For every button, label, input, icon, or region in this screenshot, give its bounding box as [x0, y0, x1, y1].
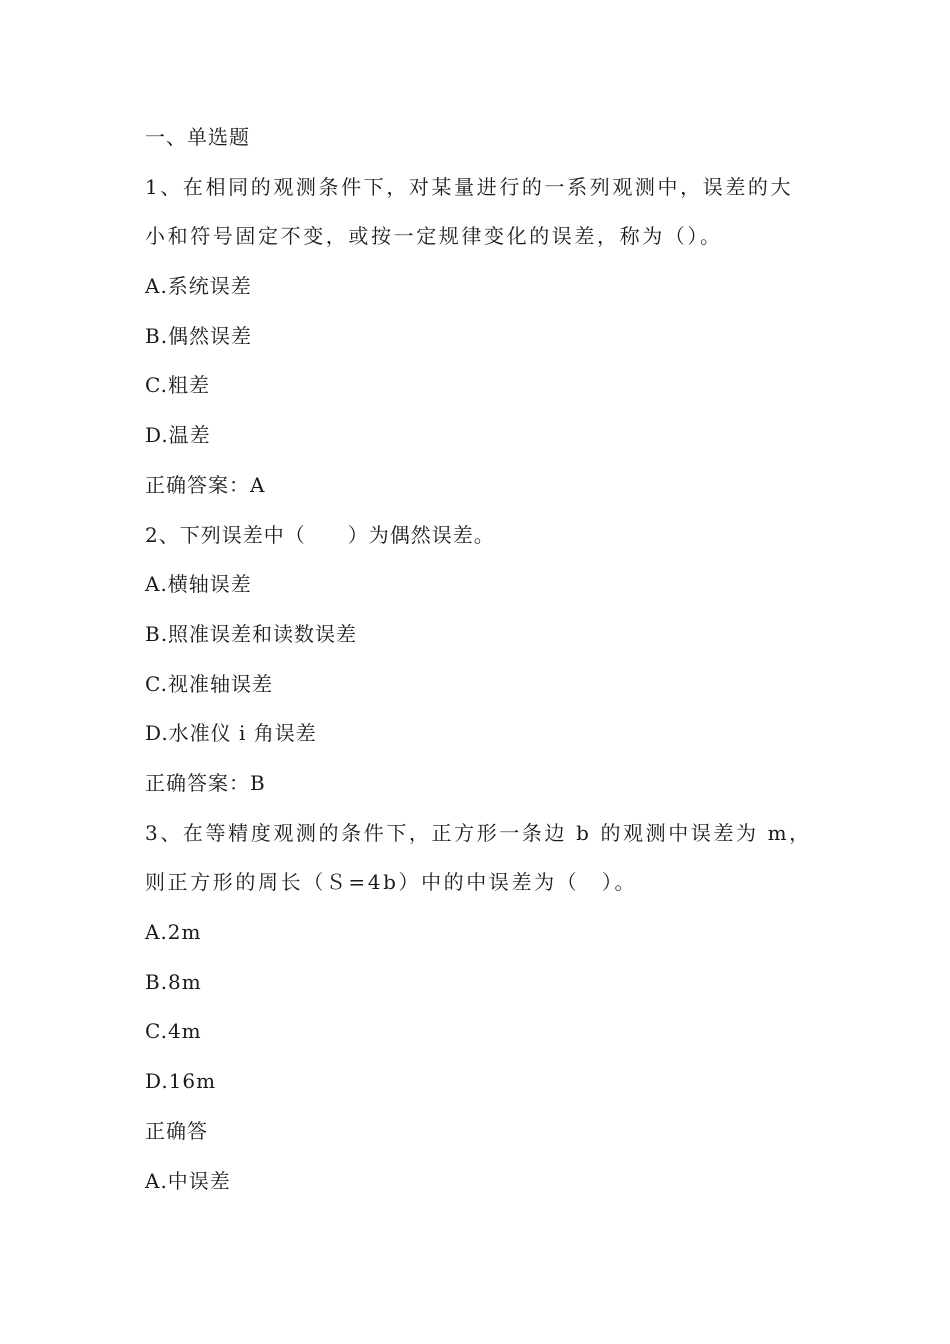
- question-3-option-a: A.2m: [145, 920, 202, 945]
- trailing-option-line: A.中误差: [145, 1168, 231, 1193]
- question-3-option-c: C.4m: [145, 1019, 202, 1044]
- question-2-option-c: C.视准轴误差: [145, 671, 273, 696]
- question-2-option-b: B.照准误差和读数误差: [145, 621, 358, 646]
- question-1-option-d: D.温差: [145, 423, 211, 448]
- question-3-option-d: D.16m: [145, 1069, 217, 1094]
- document-body: [145, 113, 815, 1206]
- question-2-stem: 2、下列误差中（ ）为偶然误差。: [145, 522, 495, 547]
- question-1-option-c: C.粗差: [145, 373, 210, 398]
- question-2-option-d: D.水准仪 i 角误差: [145, 721, 317, 746]
- section-title: 一、单选题: [145, 125, 250, 149]
- question-3-answer: 正确答: [145, 1118, 208, 1143]
- question-2-option-a: A.横轴误差: [145, 572, 252, 597]
- question-3-option-b: B.8m: [145, 969, 202, 994]
- question-1-option-a: A.系统误差: [145, 274, 252, 299]
- question-1-answer: 正确答案：A: [145, 472, 266, 497]
- question-2-answer: 正确答案：B: [145, 770, 266, 795]
- question-1-option-b: B.偶然误差: [145, 323, 253, 348]
- question-3-stem: 3、在等精度观测的条件下，正方形一条边 b 的观测中误差为 m，则正方形的周长（Ｓ=4b）中的中误差为（ ）。: [145, 820, 812, 895]
- question-1-stem: 1、在相同的观测条件下，对某量进行的一系列观测中，误差的大小和符号固定不变，或按一定规律变化的误差，称为（）。: [145, 174, 794, 249]
